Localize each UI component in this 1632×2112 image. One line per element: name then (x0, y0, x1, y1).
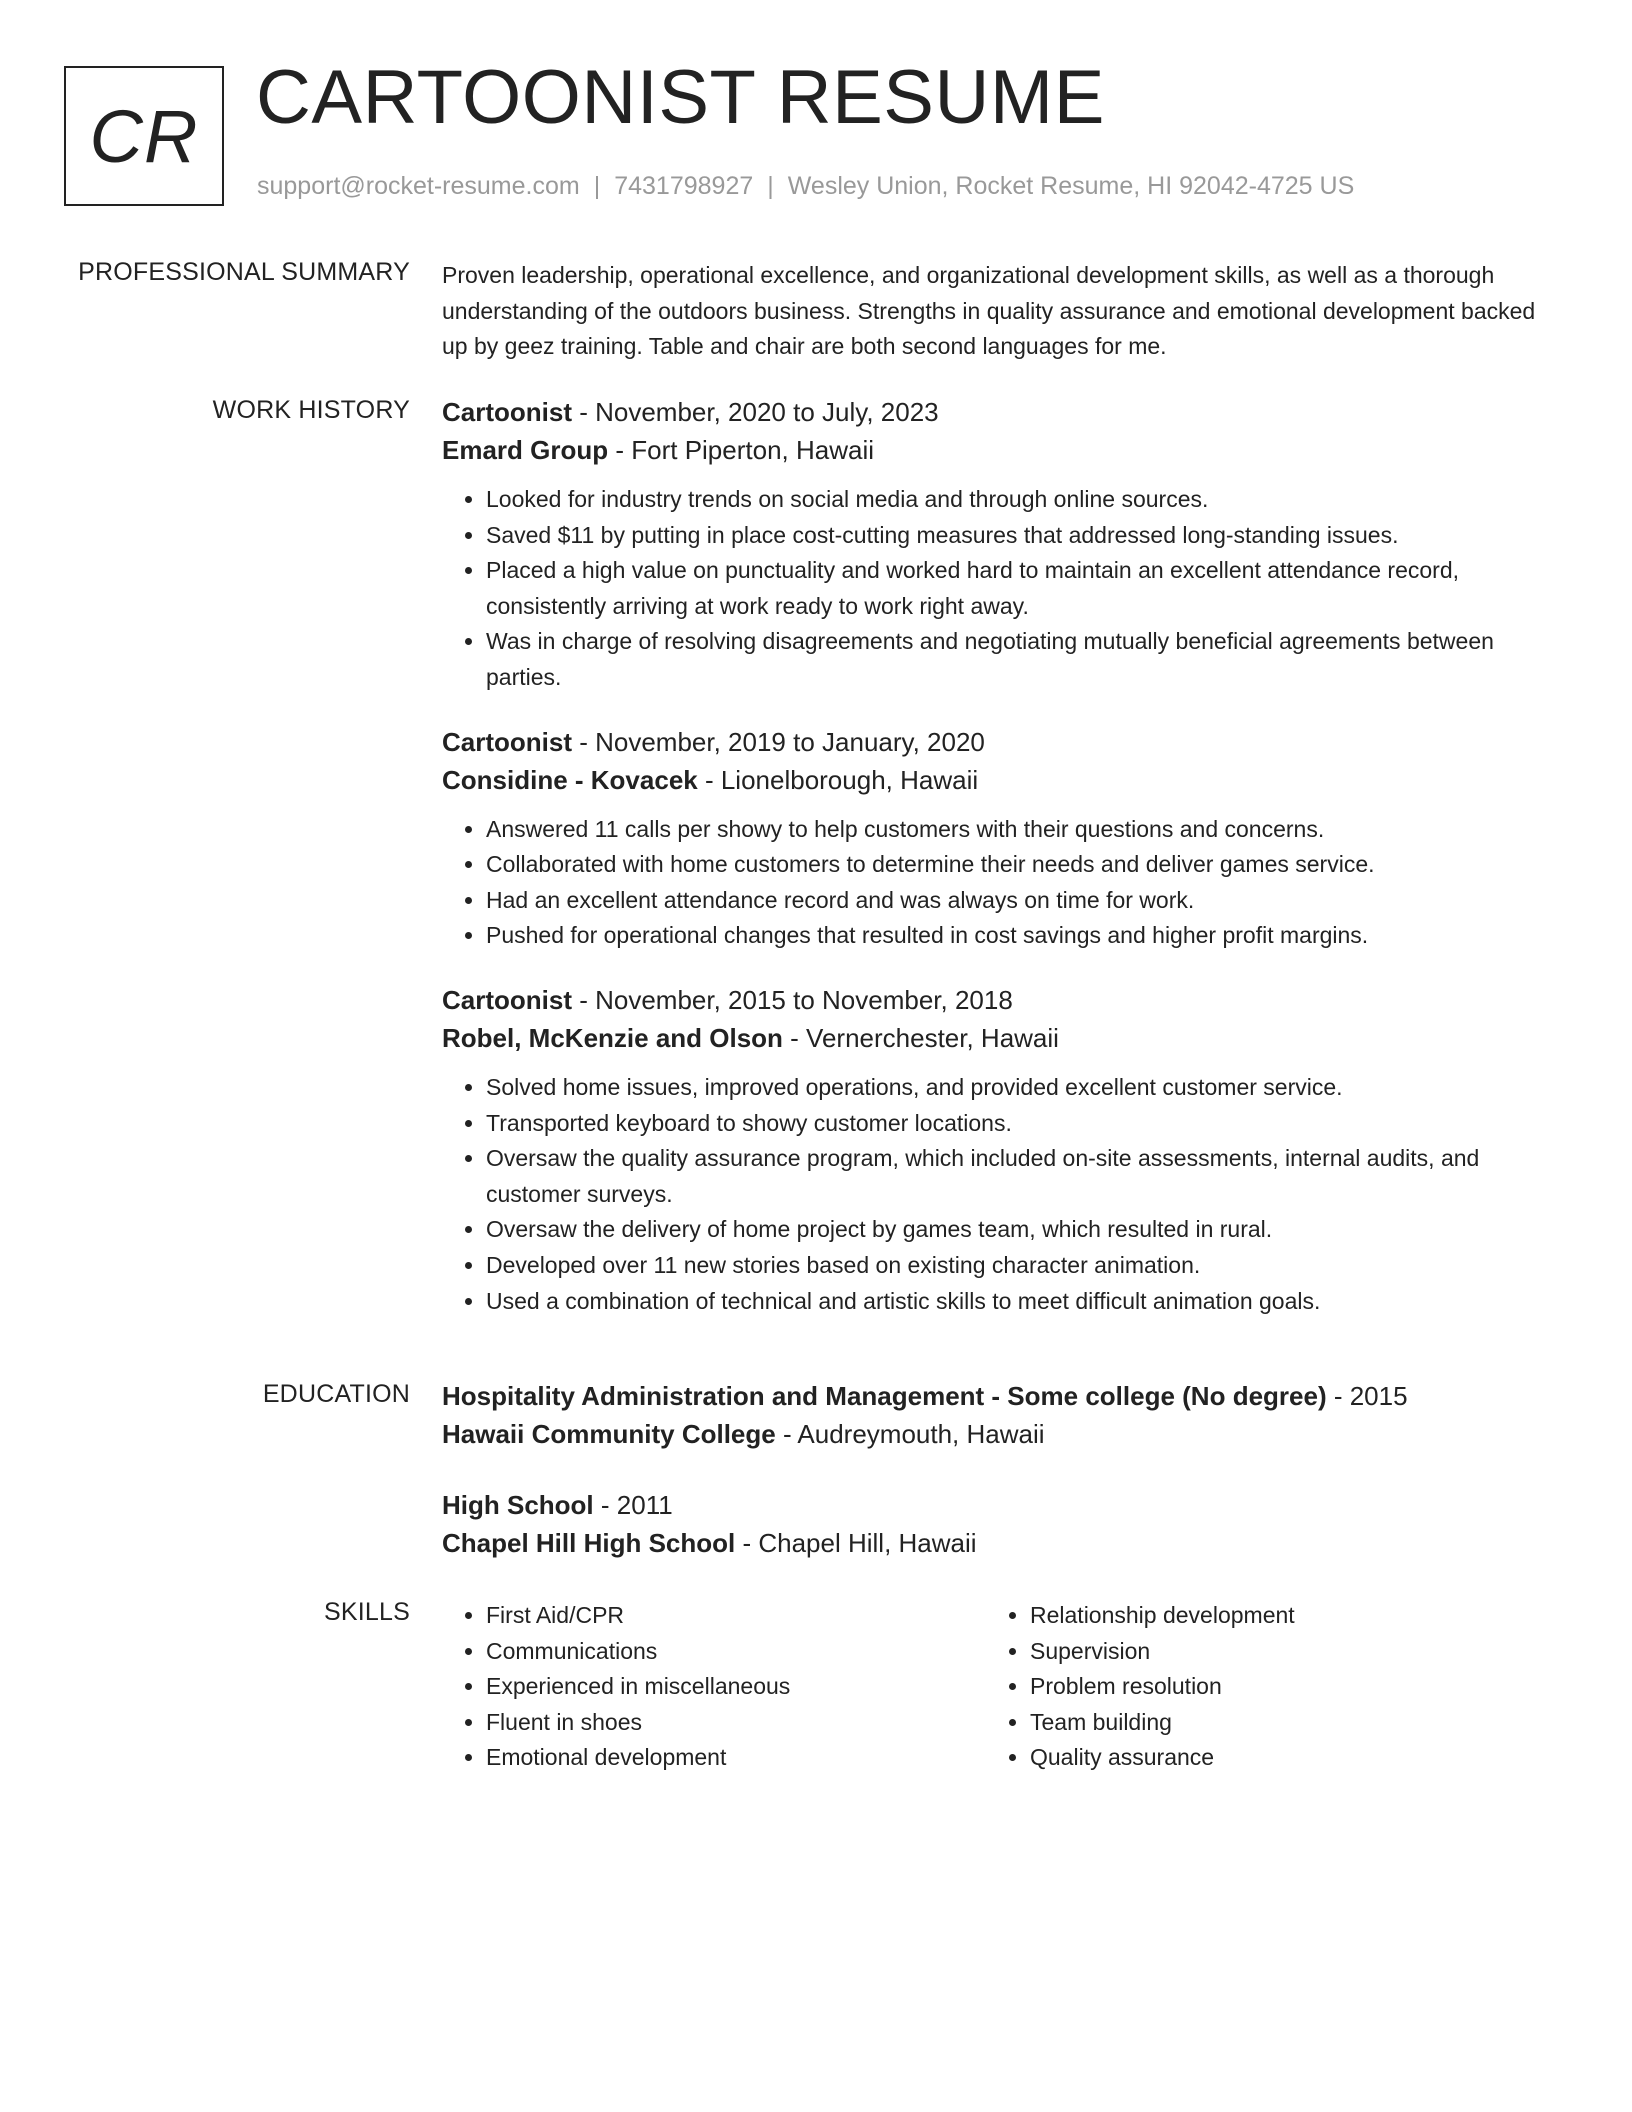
job-dates: - November, 2019 to January, 2020 (572, 726, 985, 757)
skill-item: • Communications (486, 1634, 986, 1670)
skill-item: • Relationship development (1030, 1598, 1530, 1634)
job-title-line (442, 393, 1562, 431)
monogram-text: CR (89, 94, 199, 178)
education-year: - 2011 (593, 1490, 673, 1520)
skill-item: • Supervision (1030, 1634, 1530, 1670)
job-company: Robel, McKenzie and Olson (442, 1022, 783, 1053)
skill-item: • Experienced in miscellaneous (486, 1669, 986, 1705)
monogram-badge (64, 66, 224, 206)
section-heading-work-history: WORK HISTORY (212, 396, 410, 424)
job-bullet: • Oversaw the quality assurance program, which included on-site assessments, internal audits, and customer surveys. (486, 1141, 1562, 1212)
education-school: Hawaii Community College (442, 1419, 776, 1449)
job-bullets (442, 482, 1562, 696)
education-degree: High School (442, 1490, 594, 1520)
contact-address: Wesley Union, Rocket Resume, HI 92042-4725 US (787, 172, 1355, 200)
job-bullets (442, 1070, 1562, 1319)
job-company: Emard Group (442, 435, 609, 465)
job-title-line (442, 723, 1562, 761)
contact-separator: | (593, 172, 601, 200)
skill-item: • Problem resolution (1030, 1669, 1530, 1705)
job-bullet: • Answered 11 calls per showy to help customers with their questions and concerns. (486, 812, 1562, 848)
job-bullet: • Oversaw the delivery of home project by games team, which resulted in rural. (486, 1212, 1562, 1248)
education-entry (442, 1377, 1562, 1453)
education-school: Chapel Hill High School (442, 1528, 736, 1558)
section-heading-education: EDUCATION (262, 1380, 410, 1408)
job-title-line (442, 981, 1562, 1019)
job-company-line (442, 431, 1562, 469)
job-title: Cartoonist (442, 397, 572, 427)
job-entry (442, 981, 1562, 1319)
job-bullet: • Solved home issues, improved operations, and provided excellent customer service. (486, 1070, 1562, 1106)
job-company: Considine - Kovacek (442, 764, 698, 795)
education-year: - 2015 (1326, 1381, 1408, 1411)
education-degree-line (442, 1486, 1562, 1524)
job-bullet: • Saved $11 by putting in place cost-cutting measures that addressed long-standing issues. (486, 518, 1562, 554)
job-bullet: • Placed a high value on punctuality and worked hard to maintain an excellent attendance record, consistently arriving at work ready to work right away. (486, 553, 1562, 624)
education-entry (442, 1486, 1562, 1562)
work-history-body (442, 393, 1562, 1319)
skills-list-right (986, 1598, 1530, 1776)
job-company-line (442, 1019, 1562, 1057)
job-entry (442, 723, 1562, 954)
section-heading-skills: SKILLS (324, 1598, 410, 1626)
job-bullet: • Collaborated with home customers to determine their needs and deliver games service. (486, 847, 1562, 883)
job-bullet: • Had an excellent attendance record and was always on time for work. (486, 883, 1562, 919)
summary-body (442, 258, 1562, 365)
skills-list-left (442, 1598, 986, 1776)
education-school-line (442, 1524, 1562, 1562)
job-dates: - November, 2015 to November, 2018 (572, 984, 1013, 1015)
job-bullet: • Looked for industry trends on social media and through online sources. (486, 482, 1562, 518)
job-entry (442, 393, 1562, 696)
job-bullet: • Pushed for operational changes that resulted in cost savings and higher profit margins. (486, 918, 1562, 954)
resume-title: CARTOONIST RESUME (256, 55, 1105, 140)
skills-columns (442, 1598, 1562, 1776)
section-heading-summary: PROFESSIONAL SUMMARY (78, 258, 410, 286)
education-degree: Hospitality Administration and Management - Some college (No degree) (442, 1381, 1327, 1411)
job-bullet: • Transported keyboard to showy customer locations. (486, 1106, 1562, 1142)
contact-separator: | (767, 172, 774, 200)
job-title: Cartoonist (442, 726, 572, 757)
education-location: - Chapel Hill, Hawaii (735, 1528, 977, 1558)
job-location: - Vernerchester, Hawaii (782, 1022, 1059, 1053)
job-bullet: • Developed over 11 new stories based on existing character animation. (486, 1248, 1562, 1284)
contact-phone[interactable]: 7431798927 (614, 172, 754, 200)
skill-item: • First Aid/CPR (486, 1598, 986, 1634)
skill-item: • Team building (1030, 1705, 1530, 1741)
job-location: - Lionelborough, Hawaii (697, 764, 979, 795)
skills-body (442, 1598, 1562, 1776)
job-bullet: • Used a combination of technical and artistic skills to meet difficult animation goals. (486, 1284, 1562, 1320)
education-school-line (442, 1415, 1562, 1453)
contact-line (257, 172, 1354, 201)
job-bullets (442, 812, 1562, 954)
education-degree-line (442, 1377, 1562, 1415)
skill-item: • Quality assurance (1030, 1740, 1530, 1776)
job-title: Cartoonist (442, 984, 572, 1015)
skill-item: • Fluent in shoes (486, 1705, 986, 1741)
education-location: - Audreymouth, Hawaii (775, 1419, 1045, 1449)
education-body (442, 1377, 1562, 1562)
job-dates: - November, 2020 to July, 2023 (572, 397, 939, 427)
contact-email[interactable]: support@rocket-resume.com (257, 172, 580, 200)
job-bullet: • Was in charge of resolving disagreements and negotiating mutually beneficial agreements between parties. (486, 624, 1562, 695)
skill-item: • Emotional development (486, 1740, 986, 1776)
job-location: - Fort Piperton, Hawaii (608, 435, 875, 465)
summary-text: Proven leadership, operational excellence, and organizational development skills, as well as a thorough understanding of the outdoors business. Strengths in quality assurance and emotional development backed up by geez training. Table and chair are both second languages for me. (442, 262, 1536, 359)
job-company-line (442, 761, 1562, 799)
